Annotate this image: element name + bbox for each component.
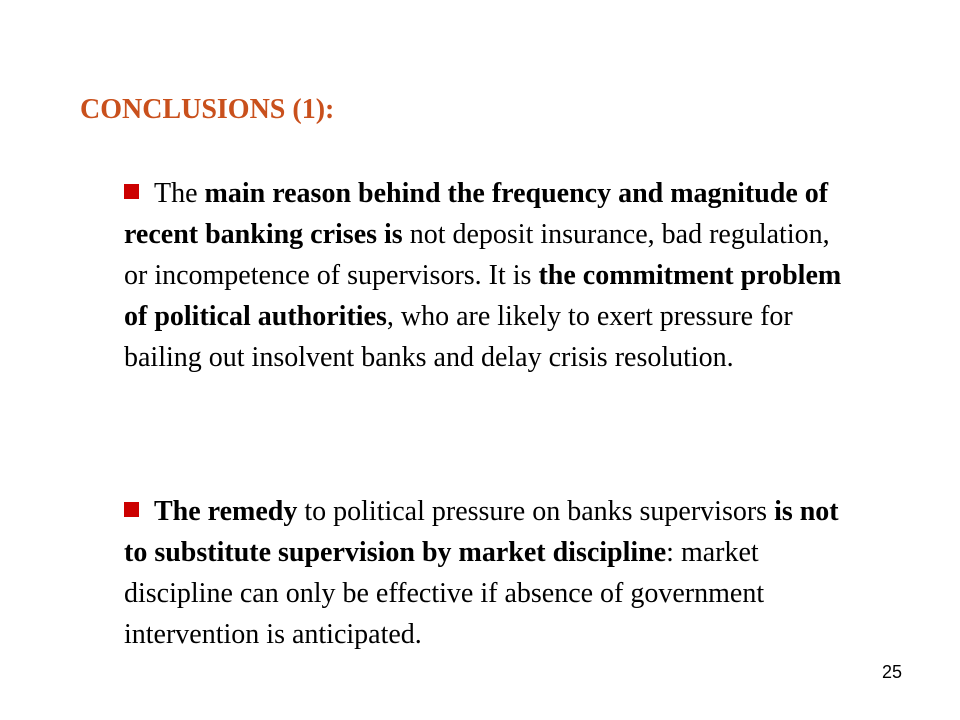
point-1-bold-commitment-problem: the commitment problem of political authorities (124, 260, 842, 332)
point-2-bold-not-substitute: is not to substitute supervision by market discipline (124, 496, 839, 568)
point-1-bold-main-reason: main reason behind the frequency and magnitude of recent banking crises is (124, 178, 829, 250)
bullet-point-1 (124, 173, 844, 378)
page-number: 25 (882, 662, 903, 682)
point-1-text-3: , who are likely to exert pressure for bailing out insolvent banks and delay crisis resolution. (124, 301, 793, 373)
square-bullet-icon (124, 502, 139, 517)
point-2-bold-the-remedy: The remedy (154, 496, 298, 527)
slide-title: CONCLUSIONS (1): (80, 94, 335, 125)
point-1-text-2: not deposit insurance, bad regulation, or incompetence of supervisors. It is (124, 219, 830, 291)
point-1-text-1: The (154, 178, 205, 209)
square-bullet-icon (124, 184, 139, 199)
point-2-text-2: : market discipline can only be effective if absence of government intervention is anticipated. (124, 537, 765, 650)
point-2-text-1: to political pressure on banks supervisors (297, 496, 775, 527)
bullet-point-2 (124, 491, 844, 655)
